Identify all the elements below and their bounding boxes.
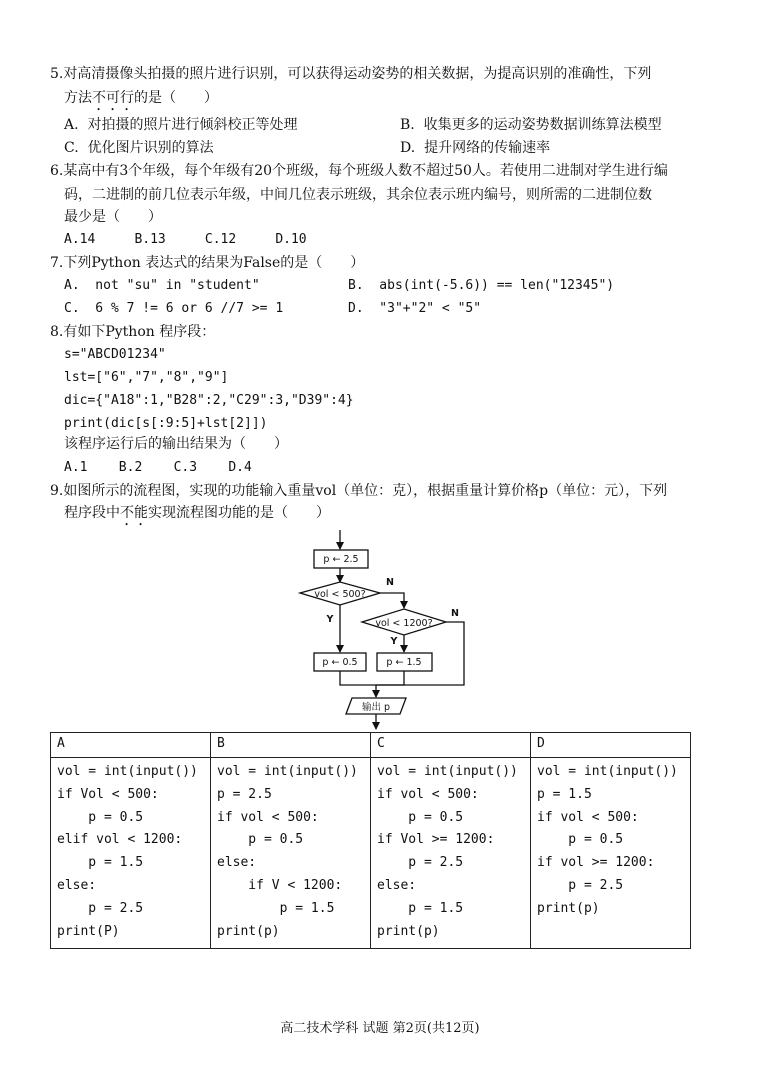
arrow-cond1-no <box>380 593 404 608</box>
q8-question: 该程序运行后的输出结果为（ ） <box>64 436 288 452</box>
q9-stem-post: 实现流程图功能的是（ ） <box>148 505 330 521</box>
q5-stem-post: 的是（ ） <box>134 90 218 106</box>
cond1-label: vol < 500? <box>314 589 366 600</box>
code-line: if vol >= 1200: <box>537 855 655 871</box>
code-line: vol = int(input()) <box>537 764 678 779</box>
q5-stem-emphasis: 不可行 <box>92 90 134 106</box>
option-b-header: B <box>211 733 371 758</box>
q7-option-b: B. abs(int(-5.6)) == len("12345") <box>348 278 615 293</box>
code-line: vol = int(input()) <box>217 764 358 779</box>
q7-stem: 7.下列Python 表达式的结果为False的是（ ） <box>50 255 365 271</box>
option-c-code <box>371 758 531 949</box>
q9-stem-pre: 程序段中 <box>64 505 120 521</box>
q8-code-line2: lst=["6","7","8","9"] <box>64 370 229 385</box>
code-line: if Vol < 500: <box>57 786 159 802</box>
q9-stem-line1: 9.如图所示的流程图，实现的功能输入重量vol（单位：克），根据重量计算价格p（单位：元），下列 <box>50 483 668 499</box>
cond1-no-label: N <box>386 577 394 588</box>
code-line: p = 1.5 <box>217 900 335 916</box>
code-line: if V < 1200: <box>217 877 343 893</box>
merge-from-assign2 <box>376 671 404 685</box>
code-line: p = 2.5 <box>537 877 624 893</box>
options-header-row <box>51 733 691 758</box>
code-line: vol = int(input()) <box>57 764 198 779</box>
q7-option-d: D. "3"+"2" < "5" <box>348 301 482 316</box>
code-line: if Vol >= 1200: <box>377 832 495 848</box>
code-line: p = 2.5 <box>57 900 144 916</box>
code-line: p = 0.5 <box>57 809 144 825</box>
q8-code-line1: s="ABCD01234" <box>64 347 166 362</box>
merge-from-assign1 <box>340 671 376 685</box>
q5-stem-line1: 5.对高清摄像头拍摄的照片进行识别，可以获得运动姿势的相关数据，为提高识别的准确性，下列 <box>50 66 652 82</box>
code-line: vol = int(input()) <box>377 764 518 779</box>
q5-option-b: B. 收集更多的运动姿势数据训练算法模型 <box>400 117 662 133</box>
code-line: print(p) <box>537 900 600 916</box>
option-b-code <box>211 758 371 949</box>
code-line: p = 2.5 <box>217 786 272 802</box>
q9-stem-emphasis: 不能 <box>120 505 148 521</box>
option-c-header: C <box>371 733 531 758</box>
code-line: else: <box>377 877 417 893</box>
q6-stem-line3: 最少是（ ） <box>64 209 162 225</box>
option-a-header: A <box>51 733 211 758</box>
code-line: elif vol < 1200: <box>57 832 183 848</box>
q7-option-c: C. 6 % 7 != 6 or 6 //7 >= 1 <box>64 301 284 316</box>
q7-option-a: A. not "su" in "student" <box>64 278 260 293</box>
cond2-no-label: N <box>451 608 459 619</box>
output-label: 输出 p <box>361 702 391 713</box>
code-line: p = 0.5 <box>377 809 464 825</box>
code-line: print(p) <box>377 923 440 939</box>
options-code-row <box>51 758 691 949</box>
code-line: else: <box>57 877 97 893</box>
assign1-label: p ← 0.5 <box>322 657 358 668</box>
code-line: if vol < 500: <box>217 809 319 825</box>
code-line: p = 0.5 <box>217 832 304 848</box>
code-line: p = 1.5 <box>57 855 144 871</box>
q8-stem: 8.有如下Python 程序段： <box>50 324 216 340</box>
init-label: p ← 2.5 <box>323 554 359 565</box>
q6-stem-line1: 6.某高中有3个年级，每个年级有20个班级，每个班级人数不超过50人。若使用二进制对学生进行编 <box>50 163 668 179</box>
q6-options: A.14 B.13 C.12 D.10 <box>64 232 307 247</box>
cond2-yes-label: Y <box>390 636 398 647</box>
option-d-code <box>531 758 691 949</box>
q8-code-line3: dic={"A18":1,"B28":2,"C29":3,"D39":4} <box>64 393 354 408</box>
option-d-header: D <box>531 733 691 758</box>
code-line: if vol < 500: <box>377 786 479 802</box>
code-line: p = 0.5 <box>537 832 624 848</box>
code-line: print(p) <box>217 923 280 939</box>
code-line: p = 2.5 <box>377 855 464 871</box>
code-line: else: <box>217 855 257 871</box>
code-line: p = 1.5 <box>377 900 464 916</box>
option-a-code <box>51 758 211 949</box>
q8-options: A.1 B.2 C.3 D.4 <box>64 460 252 475</box>
page-footer: 高二技术学科 试题 第2页(共12页) <box>280 1021 480 1036</box>
q5-option-a: A. 对拍摄的照片进行倾斜校正等处理 <box>64 117 298 133</box>
assign2-label: p ← 1.5 <box>386 657 422 668</box>
q6-stem-line2: 码，二进制的前几位表示年级，中间几位表示班级，其余位表示班内编号，则所需的二进制位数 <box>64 187 652 203</box>
q5-stem-pre: 方法 <box>64 90 92 106</box>
code-line: if vol < 500: <box>537 809 639 825</box>
code-line: print(P) <box>57 923 120 939</box>
q8-code-line4: print(dic[s[:9:5]+lst[2]]) <box>64 416 268 431</box>
code-line: p = 1.5 <box>537 786 592 802</box>
q5-option-d: D. 提升网络的传输速率 <box>400 140 551 156</box>
options-table <box>50 732 691 949</box>
q5-option-c: C. 优化图片识别的算法 <box>64 140 214 156</box>
cond2-label: vol < 1200? <box>375 618 433 629</box>
cond1-yes-label: Y <box>326 614 334 625</box>
